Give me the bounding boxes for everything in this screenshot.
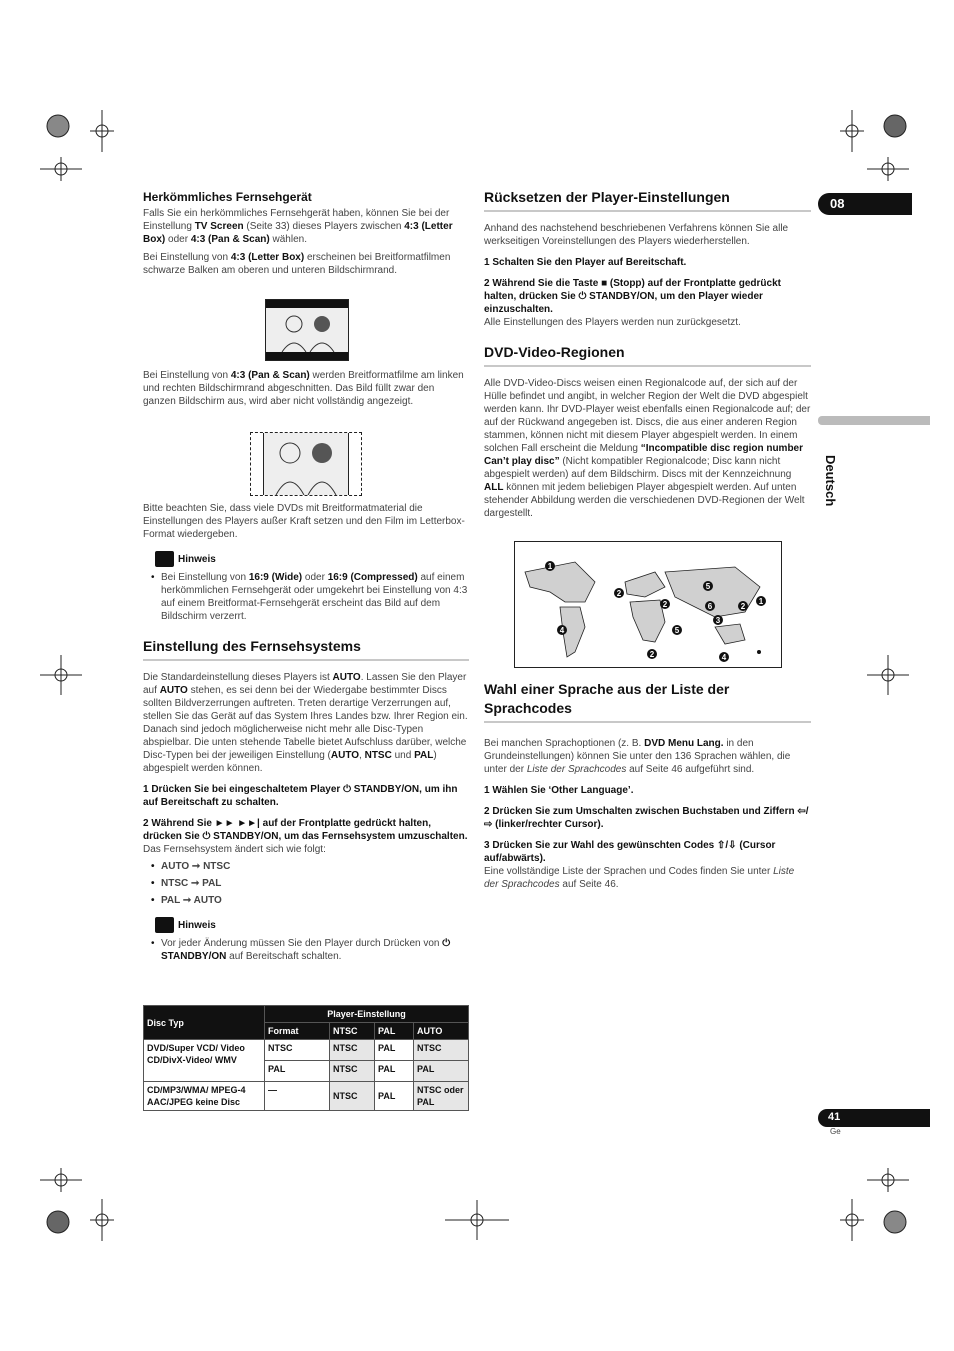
table-row — [144, 1040, 469, 1061]
region-marker — [545, 561, 555, 571]
table-cell: NTSC — [330, 1061, 375, 1082]
disc-type-table — [143, 1005, 469, 1111]
svg-text:6: 6 — [707, 602, 713, 611]
header-cell: NTSC — [330, 1023, 375, 1040]
step-1: 1 Schalten Sie den Player auf Bereitschaft. — [484, 257, 687, 268]
pan-scan-illustration — [250, 432, 362, 496]
chapter-number: 08 — [830, 196, 845, 211]
table-cell: — — [265, 1082, 330, 1111]
paragraph: Bitte beachten Sie, dass viele DVDs mit Breitformatmaterial die Einstellungen des Players außer Kraft setzen und den Film im Letterbox-Format wiedergeben. — [143, 503, 465, 540]
step-3: 3 Drücken Sie zur Wahl des gewünschten Codes ⇧/⇩ (Cursor auf/abwärts). — [484, 840, 776, 864]
region-marker — [705, 601, 715, 611]
paragraph: Bei manchen Sprachoptionen (z. B. DVD Menu Lang. in den Grundeinstellungen) können Sie unter den 136 Sprachen wählen, die unter der Liste der Sprachcodes auf Seite 46 aufgeführt sind. — [484, 738, 791, 775]
sequence-item: • AUTO ➞ NTSC — [143, 860, 469, 873]
page-code: Ge — [830, 1127, 841, 1136]
right-column-2 — [484, 680, 811, 891]
svg-text:5: 5 — [674, 626, 680, 635]
section-title-conventional-tv: Herkömmliches Fernsehgerät — [143, 190, 312, 204]
step-2: 2 Während Sie ►► ►►| auf der Frontplatte gedrückt halten, drücken Sie ⏻ STANDBY/ON, um das Fernsehsystem umzuschalten. — [143, 818, 468, 842]
left-column-3 — [143, 502, 469, 963]
region-marker — [703, 581, 713, 591]
header-cell: AUTO — [414, 1023, 469, 1040]
header-cell: PAL — [375, 1023, 414, 1040]
svg-text:1: 1 — [547, 562, 553, 571]
step-2: 2 Drücken Sie zum Umschalten zwischen Buchstaben und Ziffern ⇦/⇨ (linker/rechter Cursor). — [484, 806, 809, 830]
paragraph: Die Standardeinstellung dieses Players ist AUTO. Lassen Sie den Player auf AUTO stehen, es sei denn bei der Wiedergabe bestimmter Discs sollten Bildverzerrungen auftreten. Treten derartige Verzerrungen auf, stellen Sie das Gerät auf das System Ihres Landes bzw. Ihrer Region ein. Danach sind jedoch möglicherweise nicht mehr alle Disc-Typen abspielbar. Die unten stehende Tabelle bietet Aufschluss darüber, welche Disc-Typen bei der jeweiligen Einstellung (AUTO, NTSC und PAL) abgespielt werden können. — [143, 672, 468, 774]
table-cell: PAL — [414, 1061, 469, 1082]
paragraph: Das Fernsehsystem ändert sich wie folgt: — [143, 844, 326, 855]
step-1: 1 Drücken Sie bei eingeschaltetem Player ⏻ STANDBY/ON, um ihn auf Bereitschaft zu schalten. — [143, 784, 458, 808]
region-marker — [672, 625, 682, 635]
region-marker — [614, 588, 624, 598]
right-column — [484, 188, 811, 520]
region-marker — [557, 625, 567, 635]
paragraph: Falls Sie ein herkömmliches Fernsehgerät haben, können Sie bei der Einstellung TV Screen (Seite 33) dieses Players zwischen 4:3 (Letter Box) oder 4:3 (Pan & Scan) wählen. — [143, 208, 453, 245]
note-item: • Bei Einstellung von 16:9 (Wide) oder 16:9 (Compressed) auf einem herkömmlichen Fernsehgerät oder umgekehrt bei Einstellung von 4:3 auf einem Breitformat-Fernsehgerät erscheint das Bild auf dem Bildschirm verzerrt. — [143, 571, 469, 623]
paragraph: Bei Einstellung von 4:3 (Letter Box) erscheinen bei Breitformatfilmen schwarze Balken am oberen und unteren Bildschirmrand. — [143, 252, 451, 276]
table-cell: NTSC — [414, 1040, 469, 1061]
header-disc-type: Disc Typ — [144, 1006, 265, 1040]
region-marker — [757, 650, 765, 655]
table-cell: NTSC — [265, 1040, 330, 1061]
chapter-tab — [818, 193, 912, 215]
section-title-language: Wahl einer Sprache aus der Liste der Sprachcodes — [484, 680, 811, 723]
header-player-setting: Player-Einstellung — [265, 1006, 469, 1023]
table-cell: PAL — [375, 1082, 414, 1111]
svg-text:2: 2 — [649, 650, 655, 659]
region-marker — [738, 601, 748, 611]
section-title-tv-system: Einstellung des Fernsehsystems — [143, 637, 469, 661]
sequence-list — [143, 860, 469, 907]
letterbox-illustration — [265, 299, 349, 361]
section-title-regions: DVD-Video-Regionen — [484, 343, 811, 367]
paragraph: Eine vollständige Liste der Sprachen und Codes finden Sie unter Liste der Sprachcodes auf Seite 46. — [484, 866, 795, 890]
language-tab-bar — [818, 416, 930, 425]
row-label: CD/MP3/WMA/ MPEG-4 AAC/JPEG keine Disc — [144, 1082, 265, 1111]
note-heading: Hinweis — [155, 917, 469, 933]
table-cell: PAL — [375, 1061, 414, 1082]
world-map-svg — [515, 542, 781, 667]
svg-text:2: 2 — [662, 600, 668, 609]
sequence-item: • NTSC ➞ PAL — [143, 877, 469, 890]
region-marker — [647, 649, 657, 659]
left-column — [143, 190, 469, 277]
table-cell: NTSC — [330, 1082, 375, 1111]
region-marker — [719, 652, 729, 662]
page-number: 41 — [828, 1111, 841, 1123]
svg-text:5: 5 — [705, 582, 711, 591]
left-column-2 — [143, 369, 469, 408]
svg-text:4: 4 — [721, 653, 727, 662]
paragraph: Alle DVD-Video-Discs weisen einen Regionalcode auf, der sich auf der Hülle befindet und angibt, in welcher Region der Welt die DVD abgespielt werden kann. Ihr DVD-Player weist ebenfalls einen Regionalcode auf; der auf der Rückwand angegeben ist. Discs, die aus einer anderen Region stammen, können nicht mit diesem Player abgespielt werden. In einem solchen Fall erscheint die Meldung “Incompatible disc region number Can’t play disc” (Nicht kompatibler Regionalcode; Disc kann nicht abgespielt werden) auf dem Bildschirm. Discs mit der Kennzeichnung ALL können mit jedem beliebigen Player abgespielt werden. Auf unten stehender Abbildung werden die verschiedenen DVD-Regionen der Welt dargestellt. — [484, 378, 811, 519]
paragraph: Anhand des nachstehend beschriebenen Verfahrens können Sie alle werkseitigen Voreinstellungen des Players wiederherstellen. — [484, 223, 789, 247]
language-tab-label: Deutsch — [823, 455, 838, 507]
sequence-item: • PAL ➞ AUTO — [143, 894, 469, 907]
page-number-tab — [818, 1109, 930, 1127]
region-marker — [660, 599, 670, 609]
table-cell: NTSC oder PAL — [414, 1082, 469, 1111]
svg-text:1: 1 — [758, 597, 764, 606]
table-row — [144, 1082, 469, 1111]
dvd-region-map — [514, 541, 782, 668]
pencil-note-icon — [155, 551, 174, 567]
note-item: • Vor jeder Änderung müssen Sie den Player durch Drücken von ⏻ STANDBY/ON auf Bereitschaft schalten. — [143, 937, 469, 963]
paragraph: Alle Einstellungen des Players werden nun zurückgesetzt. — [484, 317, 741, 328]
table-cell: PAL — [265, 1061, 330, 1082]
pencil-note-icon — [155, 917, 174, 933]
svg-text:4: 4 — [559, 626, 565, 635]
section-title-reset: Rücksetzen der Player-Einstellungen — [484, 188, 811, 212]
region-marker — [756, 596, 766, 606]
note-heading: Hinweis — [155, 551, 469, 567]
table-cell: NTSC — [330, 1040, 375, 1061]
header-cell: Format — [265, 1023, 330, 1040]
step-1: 1 Wählen Sie ‘Other Language’. — [484, 785, 634, 796]
row-label: DVD/Super VCD/ Video CD/DivX-Video/ WMV — [144, 1040, 265, 1082]
svg-text:3: 3 — [715, 616, 721, 625]
svg-text:2: 2 — [740, 602, 746, 611]
step-2: 2 Während Sie die Taste ■ (Stopp) auf der Frontplatte gedrückt halten, drücken Sie ⏻ STANDBY/ON, um den Player wieder einzuschalten. — [484, 278, 781, 315]
region-marker — [713, 615, 723, 625]
svg-text:2: 2 — [616, 589, 622, 598]
table-cell: PAL — [375, 1040, 414, 1061]
paragraph: Bei Einstellung von 4:3 (Pan & Scan) werden Breitformatfilme am linken und rechten Bildschirmrand abgeschnitten. Das Bild füllt zwar den ganzen Bildschirm aus, wird aber nicht vollständig angezeigt. — [143, 370, 464, 407]
